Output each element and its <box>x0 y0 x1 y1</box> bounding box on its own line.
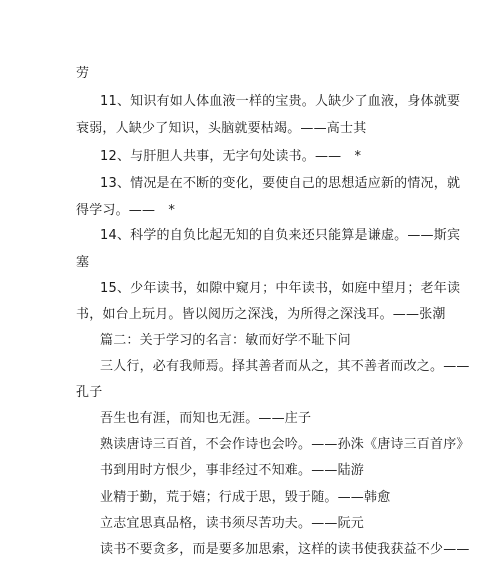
quote-hanyu: 业精于勤，荒于嬉；行成于思，毁于随。——韩愈 <box>100 490 391 505</box>
quote-15-line-2: 书，如台上玩月。皆以阅历之深浅，为所得之深浅耳。——张潮 <box>76 307 446 322</box>
quote-ruanyuan: 立志宜思真品格，读书须尽苦功夫。——阮元 <box>100 516 365 531</box>
quote-reading: 读书不要贪多，而是要多加思索，这样的读书使我获益不少—— <box>100 542 470 557</box>
quote-13-line-2: 得学习。—— * <box>76 203 176 218</box>
quote-zhuangzi: 吾生也有涯，而知也无涯。——庄子 <box>100 411 312 426</box>
quote-luyou: 书到用时方恨少，事非经过不知难。——陆游 <box>100 463 365 478</box>
quote-14-line-2: 塞 <box>76 255 90 270</box>
quote-confucius-line-1: 三人行，必有我师焉。择其善者而从之，其不善者而改之。—— <box>100 359 470 374</box>
quote-15-line-1: 15、少年读书，如隙中窥月；中年读书，如庭中望月；老年读 <box>100 281 461 296</box>
quote-12: 12、与肝胆人共事，无字句处读书。—— * <box>100 149 362 164</box>
quote-13-line-1: 13、情况是在不断的变化，要使自己的思想适应新的情况，就 <box>100 176 461 191</box>
section-heading: 篇二：关于学习的名言：敏而好学不耻下问 <box>100 333 351 348</box>
quote-sunzhu: 熟读唐诗三百首，不会作诗也会吟。——孙洙《唐诗三百首序》 <box>100 437 470 452</box>
quote-11-line-2: 衰弱，人缺少了知识，头脑就要枯竭。——高士其 <box>76 121 367 136</box>
quote-11-line-1: 11、知识有如人体血液一样的宝贵。人缺少了血液，身体就要 <box>100 94 461 109</box>
quote-confucius-line-2: 孔子 <box>76 385 103 400</box>
quote-14-line-1: 14、科学的自负比起无知的自负来还只能算是谦虚。——斯宾 <box>100 228 461 243</box>
text-line-continuation: 劳 <box>76 66 90 81</box>
